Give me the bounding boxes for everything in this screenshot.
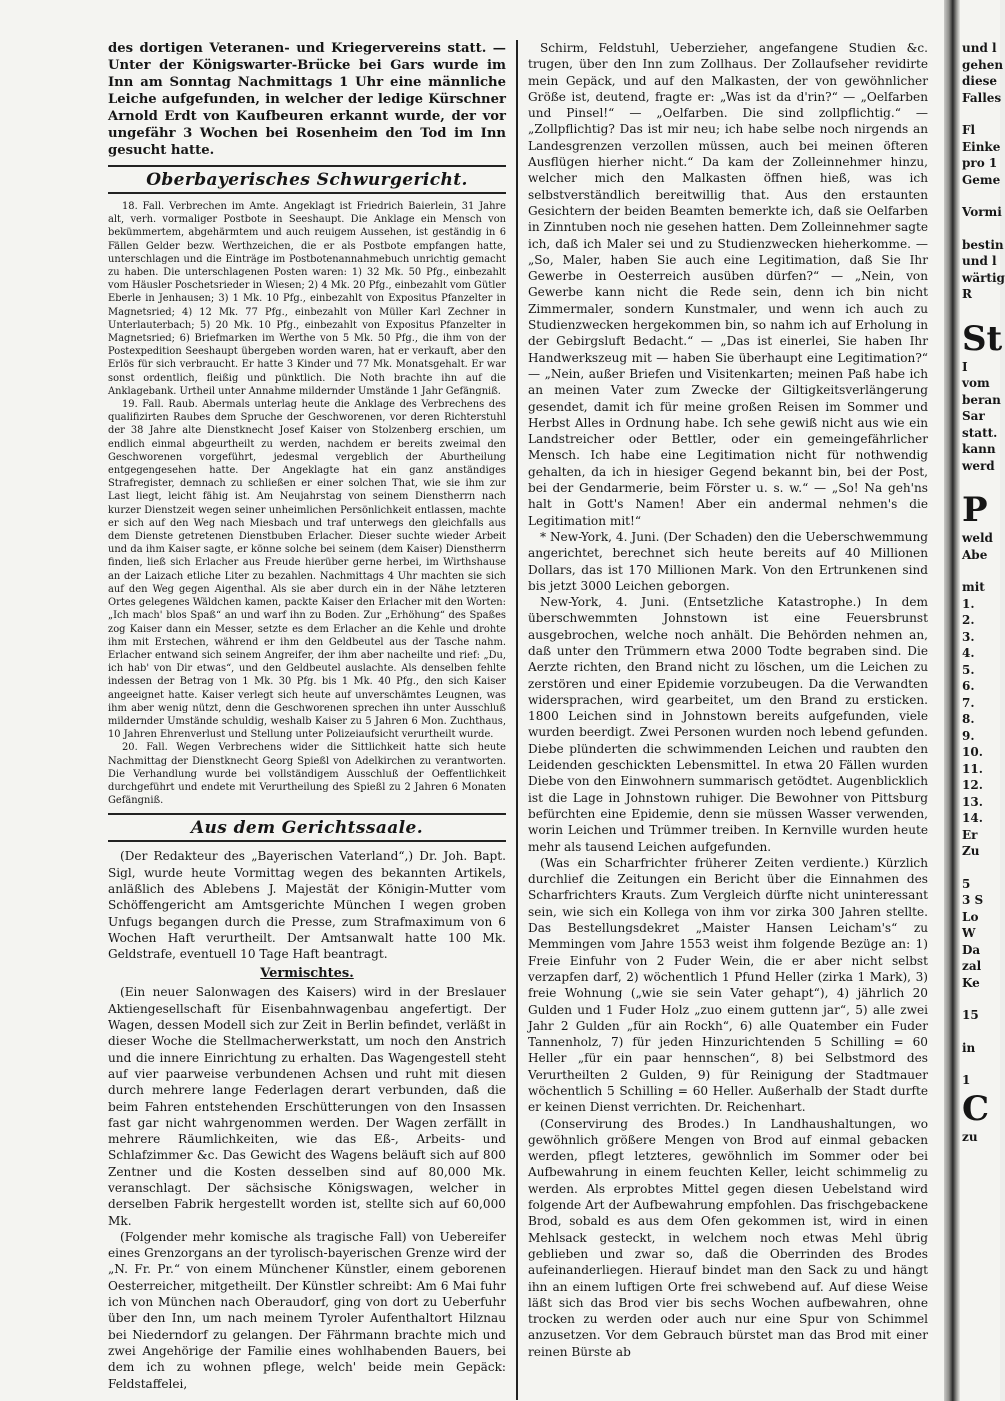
fragment-text: 5. <box>962 662 975 677</box>
fragment-text: Einke <box>962 139 1001 154</box>
fragment-text: 3. <box>962 629 975 644</box>
page-binding-gutter <box>944 0 960 1401</box>
fragment-text: Vormi <box>962 205 1002 219</box>
fragment-text: gehen <box>962 57 1004 72</box>
fragment-text: zu <box>962 1129 978 1144</box>
fragment-gap <box>962 1056 1000 1072</box>
fragment-text: W <box>962 926 976 940</box>
fragment-gap <box>962 1024 1000 1040</box>
section-title-gerichtssaale: Aus dem Gerichtssaale. <box>108 813 506 842</box>
bread-conservation-paragraph: (Conservirung des Brodes.) In Landhaushaltungen, wo gewöhnlich größere Mengen von Brod auf einmal gebacken werden, pflegt letzteres, gewöhnlich im Sommer oder bei Aufbewahrung in einem feuchten Keller, leicht schimmelig zu werden. Als erprobtes Mittel gegen diesen Uebelstand wird folgende Art der Aufbewahrung empfohlen. Das frischgebackene Brod, sobald es aus dem Ofen gekommen ist, wird in einen Mehlsack gesteckt, in welchem noch etwas Mehl übrig geblieben und zwar so, daß die Oberrinden des Brodes aufeinanderliegen. Hierauf bindet man den Sack zu und hängt ihn an einem luftigen Orte frei schwebend auf. Auf diese Weise läßt sich das Brod vier bis sechs Wochen aufbewahren, ohne trocken zu werden oder auch nur eine Spur von Schimmel anzusetzen. Vor dem Gebrauch bürstet man das Brod mit einer reinen Bürste ab <box>528 1116 928 1359</box>
newyork-damage-paragraph: * New-York, 4. Juni. (Der Schaden) den die Ueberschwemmung angerichtet, berechnet sich heute bereits auf 40 Millionen Dollars, das ist 170 Millionen Mark. Von den Ertrunkenen sind bis jetzt 3000 Leichen geborgen. <box>528 529 928 593</box>
fragment-text: 4. <box>962 646 975 660</box>
fragment-text: Geme <box>962 172 1001 187</box>
grenzorgan-paragraph: (Folgender mehr komische als tragische Fall) von Uebereifer eines Grenzorgans an der tyrolisch-bayerischen Grenze wird der „N. Fr. Pr.“ von einem Münchener Künstler, einem geborenen Oesterreicher, mitgetheilt. Der Künstler schreibt: Am 6 Mai fuhr ich von München nach Oberaudorf, ging von dort zu Ueberfuhr über den Inn, um nach meinem Tyroler Aufenthaltort Hilznau bei Niederndorf zu gelangen. Der Fährmann brachte mich und zwei Angehörige der Familie eines wohlhabenden Bauers, bei dem ich zu wohnen pflege, welch' beide mein Gepäck: Feldstaffelei, <box>108 1229 506 1391</box>
case-20-paragraph: 20. Fall. Wegen Verbrechens wider die Sittlichkeit hatte sich heute Nachmittag der Dienstknecht Georg Spießl von Adelkirchen zu verantworten. Die Verhandlung wurde bei vollständigem Ausschluß der Oeffentlichkeit durchgeführt und endete mit Verurtheilung des Spießl zu 2 Jahren 6 Monaten Gefängniß. <box>108 742 506 807</box>
fragment-text: Da <box>962 942 981 957</box>
fragment-text: Fl <box>962 123 976 137</box>
fragment-text: St <box>962 318 1003 359</box>
fragment-text: bestin <box>962 237 1004 252</box>
fragment-text: 8. <box>962 712 975 726</box>
lead-paragraph: des dortigen Veteranen- und Kriegervereins statt. — Unter der Königswarter-Brücke bei Gars wurde im Inn am Sonntag Nachmittags 1 Uhr eine männliche Leiche aufgefunden, in welcher der ledige Kürschner Arnold Erdt von Kaufbeuren erkannt wurde, der vor ungefähr 3 Wochen bei Rosenheim den Tod im Inn gesucht hatte. <box>108 41 506 158</box>
fragment-text: diese <box>962 74 997 88</box>
fragment-text: weld <box>962 531 993 545</box>
fragment-gap <box>962 563 1000 579</box>
court-report-paragraph: (Der Redakteur des „Bayerischen Vaterland“,) Dr. Joh. Bapt. Sigl, wurde heute Vormittag wegen des bekannten Artikels, anläßlich des Ablebens J. Majestät der Königin-Mutter vom Schöffengericht am Amtsgerichte München I wegen groben Unfugs begangen durch die Presse, zum Strafmaximum von 6 Wochen Haft verurtheilt. Der Amtsanwalt hatte 100 Mk. Geldstrafe, eventuell 10 Tage Haft beantragt. <box>108 849 506 962</box>
fragment-text: R <box>962 287 972 301</box>
section-title-schwurgericht: Oberbayerisches Schwurgericht. <box>108 165 506 194</box>
fragment-text: beran <box>962 392 1001 407</box>
fragment-text: 9. <box>962 728 975 743</box>
fragment-text: zal <box>962 959 982 973</box>
fragment-text: Er <box>962 827 978 842</box>
fragment-text: vom <box>962 376 990 390</box>
fragment-text: C <box>962 1088 990 1129</box>
fragment-text: Ke <box>962 975 980 990</box>
fragment-gap <box>962 303 1000 319</box>
fragment-text: 5 <box>962 876 971 891</box>
section-title-vermischtes: Vermischtes. <box>260 966 354 982</box>
fragment-text: 6. <box>962 679 975 693</box>
fragment-gap <box>962 991 1000 1007</box>
fragment-text: 10. <box>962 745 983 759</box>
next-page-fragment-column <box>962 40 1005 1395</box>
fragment-text: 11. <box>962 761 983 776</box>
fragment-text: Sar <box>962 409 985 423</box>
fragment-text: 2. <box>962 613 975 627</box>
fragment-gap <box>962 474 1000 490</box>
fragment-text: Falles <box>962 90 1002 105</box>
fragment-gap <box>962 860 1000 876</box>
fragment-text: mit <box>962 580 985 594</box>
column-left <box>108 40 506 1395</box>
column-divider <box>516 40 518 1400</box>
fragment-text: in <box>962 1040 976 1055</box>
fragment-text: statt. <box>962 425 998 440</box>
fragment-text: pro 1 <box>962 156 998 170</box>
case-19-paragraph: 19. Fall. Raub. Abermals unterlag heute die Anklage des Verbrechens des qualifizirten Raubes dem Spruche der Geschworenen, vor deren Richterstuhl der 38 Jahre alte Dienstknecht Josef Kaiser von Stolzenberg erschien, um endlich einmal abgeurtheilt zu werden, nachdem er bereits zweimal den Geschworenen vorgeführt, jedesmal vergeblich der Aburtheilung entgegengesehen hatte. Der Angeklagte hat ein ganz anständiges Strafregister, demnach zu schließen er einer solchen That, wie sie ihm zur Last liegt, leicht fähig ist. Am Neujahrstag von seinem Dienstherrn nach kurzer Dienstzeit wegen seiner unheimlichen Persönlichkeit entlassen, machte er sich auf den Weg nach Miesbach und traf unterwegs den gleichfalls aus dem Dienste getretenen Dienstbuben Erlacher. Dieser suchte wieder Arbeit und da ihm Kaiser sagte, er könne solche bei seinem (dem Kaiser) Dienstherrn finden, ließ sich Erlacher aus Freude hierüber gerne herbei, im Wirthshause an der Laizach etliche Liter zu bezahlen. Nachmittags 4 Uhr machten sie sich auf den Weg gegen Aigenthal. Als sie aber durch ein in der Nähe letzteren Ortes gelegenes Wäldchen kamen, packte Kaiser den Erlacher mit den Worten: „Ich mach' blos Spaß“ an und warf ihn zu Boden. Zur „Erhöhung“ des Spaßes zog Kaiser dann ein Messer, setzte es dem Erlacher an die Kehle und drohte ihm mit Erstechen, während er ihm den Geldbeutel aus der Tasche nahm. Erlacher entwand sich seinem Angreifer, der ihm aber nacheilte und rief: „Du, ich hab' von Dir etwas“, und den Geldbeutel auslachte. Als denselben fehlte indessen der Betrag von 1 Mk. 30 Pfg. bis 1 Mk. 40 Pfg., den sich Kaiser angeeignet hatte. Kaiser verlegt sich heute auf unverschämtes Leugnen, was ihm aber wenig nützt, denn die Geschworenen sprechen ihn unter Ausschluß mildernder Umstände schuldig, weshalb Kaiser zu 5 Jahren 6 Mon. Zuchthaus, 10 Jahren Ehrenverlust und Stellung unter Polizeiaufsicht verurtheilt wurde. <box>108 399 506 741</box>
fragment-gap <box>962 188 1000 204</box>
fragment-text: und l <box>962 254 997 268</box>
fragment-text: 7. <box>962 695 975 710</box>
fragment-text: 13. <box>962 794 983 809</box>
fragment-text: I <box>962 359 968 374</box>
fragment-text: Zu <box>962 844 980 858</box>
fragment-text: wärtig <box>962 270 1005 285</box>
fragment-gap <box>962 106 1000 122</box>
column-middle <box>528 40 928 1395</box>
fragment-text: und l <box>962 41 997 55</box>
fragment-gap <box>962 221 1000 237</box>
fragment-text: P <box>962 490 988 530</box>
grenzorgan-continued-paragraph: Schirm, Feldstuhl, Ueberzieher, angefangene Studien &c. trugen, über den Inn zum Zollhaus. Der Zollaufseher revidirte mein Gepäck, und auf den Malkasten, der von gewöhnlicher Größe ist, deutend, fragte er: „Was ist da d'rin?“ — „Oelfarben und Pinsel!“ — „Oelfarben. Die sind zollpflichtig.“ — „Zollpflichtig? Das ist mir neu; ich habe selbe noch nirgends an Landesgrenzen verzollen müssen, auch bei meinen öfteren Ausflügen hierher nicht.“ Da kam der Zolleinnehmer hinzu, welcher mich den Malkasten öffnen hieß, was ich selbstverständlich bereitwillig that. Aus den erstaunten Gesichtern der beiden Beamten bemerkte ich, daß sie Oelfarben in Zinntuben noch nie gesehen hatten. Dem Zolleinnehmer sagte ich, daß ich Maler sei und zu Studienzwecken hieherkomme. — „So, Maler, haben Sie auch eine Legitimation, daß Sie Ihr Gewerbe in Oesterreich ausüben dürfen?“ — „Nein, von Gewerbe kann nicht die Rede sein, denn ich bin nicht Zimmermaler, sondern Kunstmaler, und wenn ich auch zu Studienzwecken hergekommen bin, so nahm ich auf Erholung in der Gebirgsluft Bedacht.“ — „Das ist einerlei, Sie haben Ihr Handwerkszeug mit — haben Sie überhaupt eine Legitimation?“ — „Nein, außer Briefen und Visitenkarten; meinen Paß habe ich an meinen Vater zum Zwecke der Giltigkeitsverlängerung gesendet, damit ich für meine großen Reisen im Sommer und Herbst Alles in Ordnung habe. Ich sehe gewiß nicht aus wie ein Landstreicher oder Bettler, oder ein gemeingefährlicher Mensch. Ich habe eine Legitimation nicht für nothwendig gehalten, da ich in hiesiger Gegend bekannt bin, bei der Post, bei der Gendarmerie, beim Förster u. s. w.“ — „So! Na geh'ns halt in Gott's Namen! Aber ein andermal nehmen's die Legitimation mit!“ <box>528 41 928 528</box>
fragment-text: kann <box>962 442 996 456</box>
fragment-text: 3 S <box>962 893 984 907</box>
fragment-text: 14. <box>962 811 983 825</box>
fragment-text: 1. <box>962 596 975 611</box>
fragment-text: 15 <box>962 1008 979 1022</box>
case-18-paragraph: 18. Fall. Verbrechen im Amte. Angeklagt ist Friedrich Baierlein, 31 Jahre alt, verh. vormaliger Postbote in Seeshaupt. Die Anklage ein Mensch von bekümmertem, abgehärmtem und auch reuigem Aussehen, ist geständig in 6 Fällen Gelder bezw. Werthzeichen, die er als Postbote empfangen hatte, unterschlagen und die Einträge im Postbotenannahmebuch unrichtig gemacht zu haben. Die unterschlagenen Posten waren: 1) 32 Mk. 50 Pfg., einbezahlt vom Häusler Poschetsrieder in Wiesen; 2) 4 Mk. 20 Pfg., einbezahlt vom Gütler Eberle in Jenhausen; 3) 1 Mk. 10 Pfg., einbezahlt von Expositus Pfanzelter in Magnetsried; 4) 12 Mk. 77 Pfg., einbezahlt von Müller Karl Zechner in Unterlauterbach; 5) 20 Mk. 10 Pfg., einbezahlt von Expositus Pfanzelter in Magnetsried; 6) Briefmarken im Werthe von 5 Mk. 50 Pfg., die ihm von der Postexpedition Seeshaupt übergeben worden waren, hat er verkauft, aber den Erlös für sich verbraucht. Er hatte 3 Kinder und 77 Mk. Monatsgehalt. Er war sonst ordentlich, fleißig und pünktlich. Die Noth brachte ihn auf die Anklagebank. Urtheil unter Annahme mildernder Umstände 1 Jahr Gefängniß. <box>108 201 506 397</box>
fragment-text: werd <box>962 458 995 473</box>
newyork-catastrophe-paragraph: New-York, 4. Juni. (Entsetzliche Katastrophe.) In dem überschwemmten Johnstown ist eine Feuersbrunst ausgebrochen, welche noch anhält. Die Behörden nehmen an, daß unter den Trümmern etwa 2000 Todte begraben sind. Die Aerzte richten, den Brand nicht zu löschen, um die Leichen zu zerstören und einer Epidemie vorzubeugen. Da die Verwandten widersprachen, wird gearbeitet, um den Brand zu ersticken. 1800 Leichen sind in Johnstown bereits aufgefunden, viele wurden beerdigt. Zwei Personen wurden noch lebend gefunden. Diebe plünderten die schwimmenden Leichen und raubten den Leidenden geschickten Lebensmittel. In etwa 20 Fällen wurden Diebe von den Einwohnern summarisch getödtet. Augenblicklich ist die Lage in Johnstown ruhiger. Die Bewohner von Pittsburg befürchten eine Epidemie, denn sie müssen Wasser verwenden, worin Leichen und Trümmer treiben. In Kernville wurden heute mehr als tausend Leichen aufgefunden. <box>528 595 928 854</box>
scharfrichter-paragraph: (Was ein Scharfrichter früherer Zeiten verdiente.) Kürzlich durchlief die Zeitungen ein Bericht über die Einnahmen des Scharfrichters Krauts. Zum Vergleich dürfte nicht uninteressant sein, wie sich ein Kollega von ihm vor zirka 300 Jahren stellte. Das Bestellungsdekret „Maister Hansen Leicham's“ zu Memmingen vom Jahre 1553 weist ihm folgende Bezüge an: 1) Freie Einfuhr von 2 Fuder Wein, die er aber nicht selbst verzapfen darf, 2) wöchentlich 1 Pfund Heller (zirka 1 Mark), 3) freie Wohnung („wie sie sein Vater gehapt“), 4) jährlich 20 Gulden und 1 Fuder Holz „zuo einem guttenn jar“, 5) alle zwei Jahr 2 Gulden „für ain Rockh“, 6) alle Quatember ein Fuder Tannenholz, 7) für jeden Hinzurichtenden 5 Schilling = 60 Heller „für ein paar hennschen“, 8) bei Selbstmord des Verurtheilten 2 Gulden, 9) für Reinigung der Stadtmauer wöchentlich 5 Schilling = 60 Heller. Außerhalb der Stadt durfte er keinen Dienst verrichten. Dr. Reichenhart. <box>528 855 928 1115</box>
salonwagen-paragraph: (Ein neuer Salonwagen des Kaisers) wird in der Breslauer Aktiengesellschaft für Eisenbahnwagenbau angefertigt. Der Wagen, dessen Modell sich zur Zeit in Berlin befindet, verläßt in dieser Woche die Stellmacherwerkstatt, um noch den Anstrich und die innere Einrichtung zu erhalten. Das Wagengestell steht auf vier paarweise verbundenen Achsen und ruht mit diesen durch mehrere lange Federlagen derart verbunden, daß die beim Fahren entstehenden Erschütterungen von den Insassen fast gar nicht wahrgenommen werden. Der Wagen zerfällt in mehrere Räumlichkeiten, wie das Eß-, Arbeits- und Schlafzimmer &c. Das Gewicht des Wagens beläuft sich auf 800 Zentner und die Kosten desselben sind auf 80,000 Mk. veranschlagt. Der sächsische Königswagen, welcher in derselben Fabrik hergestellt worden ist, stellte sich auf 60,000 Mk. <box>108 985 506 1228</box>
fragment-text: 1 <box>962 1073 971 1087</box>
fragment-text: 12. <box>962 778 983 792</box>
fragment-text: Abe <box>962 547 988 562</box>
fragment-text: Lo <box>962 909 979 924</box>
